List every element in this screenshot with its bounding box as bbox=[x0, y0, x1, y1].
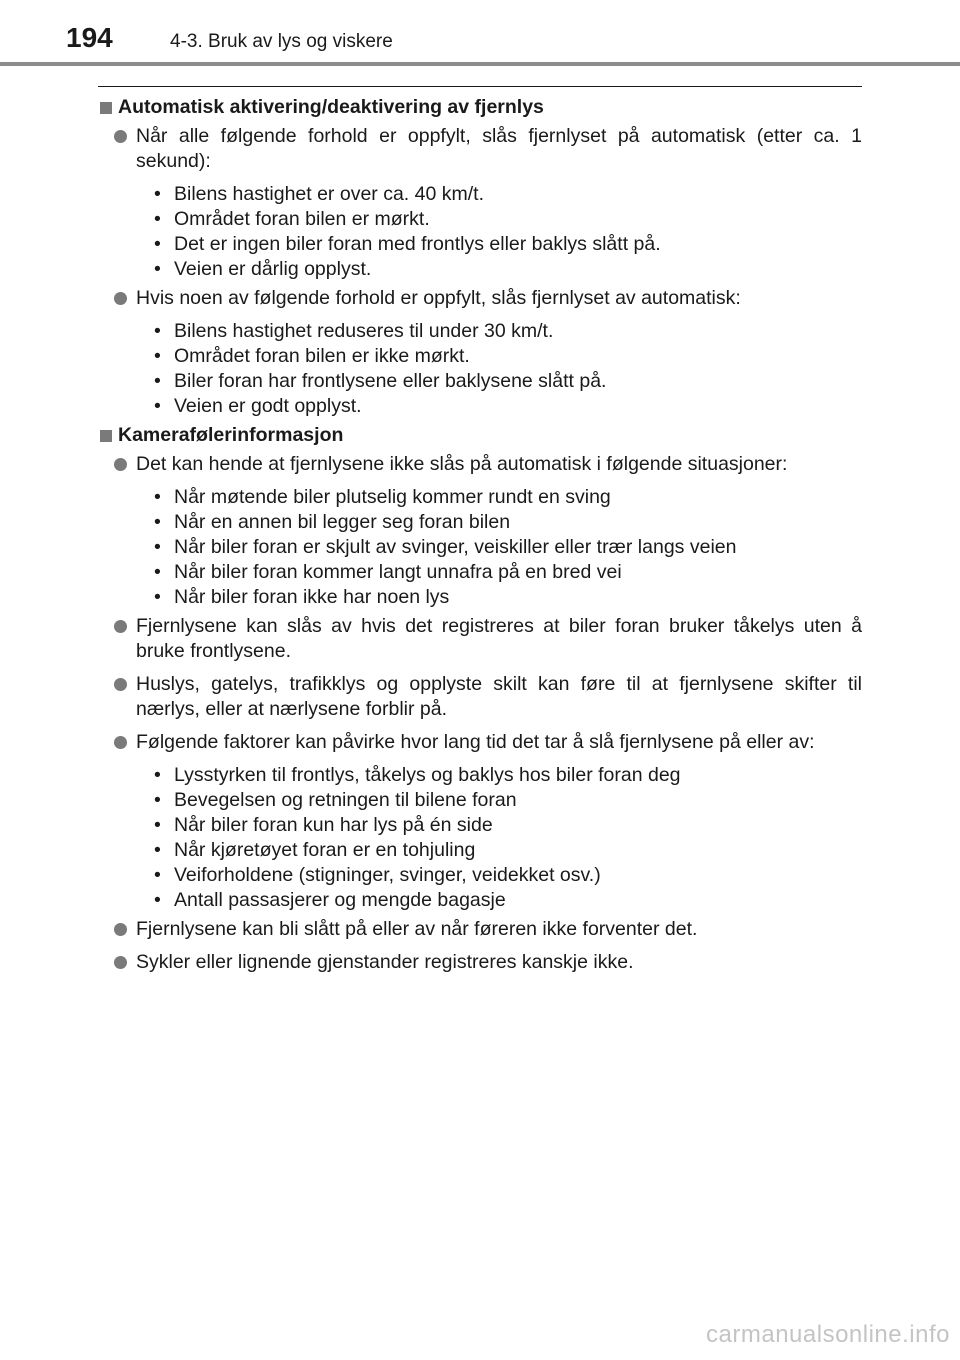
sub-list-item: • Veiforholdene (stigninger, svinger, veidekket osv.) bbox=[154, 863, 862, 888]
bullet-item bbox=[98, 950, 862, 975]
circle-bullet-icon bbox=[114, 620, 127, 633]
circle-bullet-icon bbox=[114, 678, 127, 691]
sub-list-item: • Når møtende biler plutselig kommer rundt en sving bbox=[154, 485, 862, 510]
bullet-item bbox=[98, 452, 862, 610]
circle-bullet-icon bbox=[114, 458, 127, 471]
circle-bullet-icon bbox=[114, 736, 127, 749]
sub-list bbox=[136, 319, 862, 419]
page-number: 194 bbox=[66, 22, 113, 53]
sub-list-item: • Når en annen bil legger seg foran bilen bbox=[154, 510, 862, 535]
sub-list-item: • Biler foran har frontlysene eller baklysene slått på. bbox=[154, 369, 862, 394]
circle-bullet-icon bbox=[114, 923, 127, 936]
bullet-item bbox=[98, 286, 862, 419]
sub-list-item: • Veien er dårlig opplyst. bbox=[154, 257, 862, 282]
bullet-item bbox=[98, 917, 862, 942]
bullet-text: Sykler eller lignende gjenstander registreres kanskje ikke. bbox=[136, 951, 634, 973]
bullet-text: Fjernlysene kan bli slått på eller av når føreren ikke forventer det. bbox=[136, 918, 698, 940]
bullet-text: Følgende faktorer kan påvirke hvor lang tid det tar å slå fjernlysene på eller av: bbox=[136, 731, 815, 753]
sub-list bbox=[136, 763, 862, 913]
sub-list-item: • Bevegelsen og retningen til bilene foran bbox=[154, 788, 862, 813]
circle-bullet-icon bbox=[114, 956, 127, 969]
sub-list-item: • Området foran bilen er mørkt. bbox=[154, 207, 862, 232]
header-bar bbox=[0, 62, 960, 66]
sub-list-item: • Når kjøretøyet foran er en tohjuling bbox=[154, 838, 862, 863]
section-title bbox=[98, 95, 862, 120]
sub-list-item: • Når biler foran kommer langt unnafra på en bred vei bbox=[154, 560, 862, 585]
bullet-text: Det kan hende at fjernlysene ikke slås på automatisk i følgende situasjoner: bbox=[136, 453, 788, 475]
top-rule bbox=[98, 86, 862, 87]
square-bullet-icon bbox=[100, 102, 112, 114]
bullet-item bbox=[98, 730, 862, 913]
bullet-item bbox=[98, 672, 862, 722]
sub-list bbox=[136, 182, 862, 282]
sub-list-item: • Antall passasjerer og mengde bagasje bbox=[154, 888, 862, 913]
sub-list bbox=[136, 485, 862, 610]
bullet-text: Hvis noen av følgende forhold er oppfylt, slås fjernlyset av automatisk: bbox=[136, 287, 741, 309]
bullet-text: Fjernlysene kan slås av hvis det registreres at biler foran bruker tåkelys uten å bruke frontlysene. bbox=[136, 615, 862, 662]
watermark: carmanualsonline.info bbox=[706, 1321, 950, 1348]
section-title-text: Automatisk aktivering/deaktivering av fjernlys bbox=[118, 96, 544, 118]
sub-list-item: • Når biler foran ikke har noen lys bbox=[154, 585, 862, 610]
sub-list-item: • Når biler foran kun har lys på én side bbox=[154, 813, 862, 838]
sub-list-item: • Bilens hastighet er over ca. 40 km/t. bbox=[154, 182, 862, 207]
circle-bullet-icon bbox=[114, 292, 127, 305]
sub-list-item: • Bilens hastighet reduseres til under 30 km/t. bbox=[154, 319, 862, 344]
bullet-text: Huslys, gatelys, trafikklys og opplyste skilt kan føre til at fjernlysene skifter til nærlys, eller at nærlysene forblir på. bbox=[136, 673, 862, 720]
sub-list-item: • Det er ingen biler foran med frontlys eller baklys slått på. bbox=[154, 232, 862, 257]
sub-list-item: • Når biler foran er skjult av svinger, veiskiller eller trær langs veien bbox=[154, 535, 862, 560]
square-bullet-icon bbox=[100, 430, 112, 442]
sub-list-item: • Området foran bilen er ikke mørkt. bbox=[154, 344, 862, 369]
chapter-title: 4-3. Bruk av lys og viskere bbox=[170, 31, 393, 52]
bullet-text: Når alle følgende forhold er oppfylt, slås fjernlyset på automatisk (etter ca. 1 sekund): bbox=[136, 125, 862, 172]
page-content bbox=[98, 95, 862, 983]
bullet-item bbox=[98, 124, 862, 282]
sub-list-item: • Veien er godt opplyst. bbox=[154, 394, 862, 419]
circle-bullet-icon bbox=[114, 130, 127, 143]
sub-list-item: • Lysstyrken til frontlys, tåkelys og baklys hos biler foran deg bbox=[154, 763, 862, 788]
section-title-text: Kamerafølerinformasjon bbox=[118, 424, 344, 446]
section-title bbox=[98, 423, 862, 448]
bullet-item bbox=[98, 614, 862, 664]
page-header bbox=[0, 0, 960, 66]
